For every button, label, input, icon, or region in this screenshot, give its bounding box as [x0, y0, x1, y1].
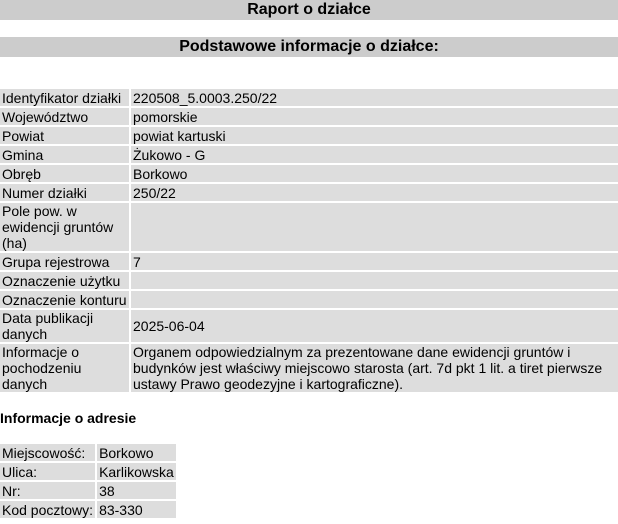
row-value: 250/22 — [131, 184, 618, 201]
table-row — [0, 127, 618, 144]
row-label: Kod pocztowy: — [2, 501, 94, 518]
table-row — [0, 89, 618, 106]
table-row — [0, 444, 176, 461]
row-value: Organem odpowiedzialnym za prezentowane dane ewidencji gruntów i budynków jest właściwy miejscowo starosta (art. 7d pkt 1 lit. a tiret pierwsze ustawy Prawo geodezyjne i kartograficzne). — [131, 344, 618, 392]
row-value — [131, 272, 618, 289]
table-row — [0, 253, 618, 270]
row-label: Grupa rejestrowa — [0, 253, 129, 270]
row-label: Nr: — [0, 482, 95, 499]
row-value: Żukowo - G — [131, 146, 618, 163]
row-label: Identyfikator działki — [0, 89, 129, 106]
address-table — [0, 442, 178, 520]
row-label: Miejscowość: — [0, 444, 95, 461]
row-value: Borkowo — [97, 444, 176, 461]
row-label: Powiat — [0, 127, 129, 144]
row-value: 83-330 — [97, 501, 176, 518]
row-label: Pole pow. w ewidencji gruntów (ha) — [0, 203, 129, 251]
table-row — [0, 291, 618, 308]
row-value: Karlikowska — [99, 463, 174, 480]
row-label: Numer działki — [0, 184, 129, 201]
row-label: Województwo — [0, 108, 129, 125]
table-row — [0, 108, 618, 125]
report-title: Raport o działce — [0, 0, 618, 20]
row-value: 7 — [131, 253, 618, 270]
table-row — [0, 501, 176, 518]
row-value: 2025-06-04 — [131, 310, 618, 342]
address-section-title: Informacje o adresie — [0, 410, 137, 426]
row-value — [131, 203, 618, 251]
row-label: Data publikacji danych — [0, 310, 129, 342]
row-value: 38 — [97, 482, 176, 499]
table-row — [0, 310, 618, 342]
row-value — [131, 291, 618, 308]
row-value: powiat kartuski — [131, 127, 618, 144]
table-row — [0, 184, 618, 201]
table-row — [0, 463, 176, 480]
row-label: Informacje o pochodzeniu danych — [0, 344, 129, 392]
row-value: pomorskie — [131, 108, 618, 125]
row-label: Oznaczenie użytku — [0, 272, 129, 289]
row-label: Gmina — [0, 146, 129, 163]
row-value: 220508_5.0003.250/22 — [131, 89, 618, 106]
table-row — [0, 146, 618, 163]
table-row — [0, 165, 618, 182]
row-value: Borkowo — [131, 165, 618, 182]
table-row — [0, 344, 618, 392]
row-label: Ulica: — [0, 463, 95, 480]
section-title: Podstawowe informacje o działce: — [0, 37, 618, 57]
parcel-info-table — [0, 87, 618, 394]
table-row — [0, 482, 176, 499]
row-label: Oznaczenie konturu — [0, 291, 129, 308]
row-label: Obręb — [0, 165, 129, 182]
table-row — [0, 203, 618, 251]
table-row — [0, 272, 618, 289]
